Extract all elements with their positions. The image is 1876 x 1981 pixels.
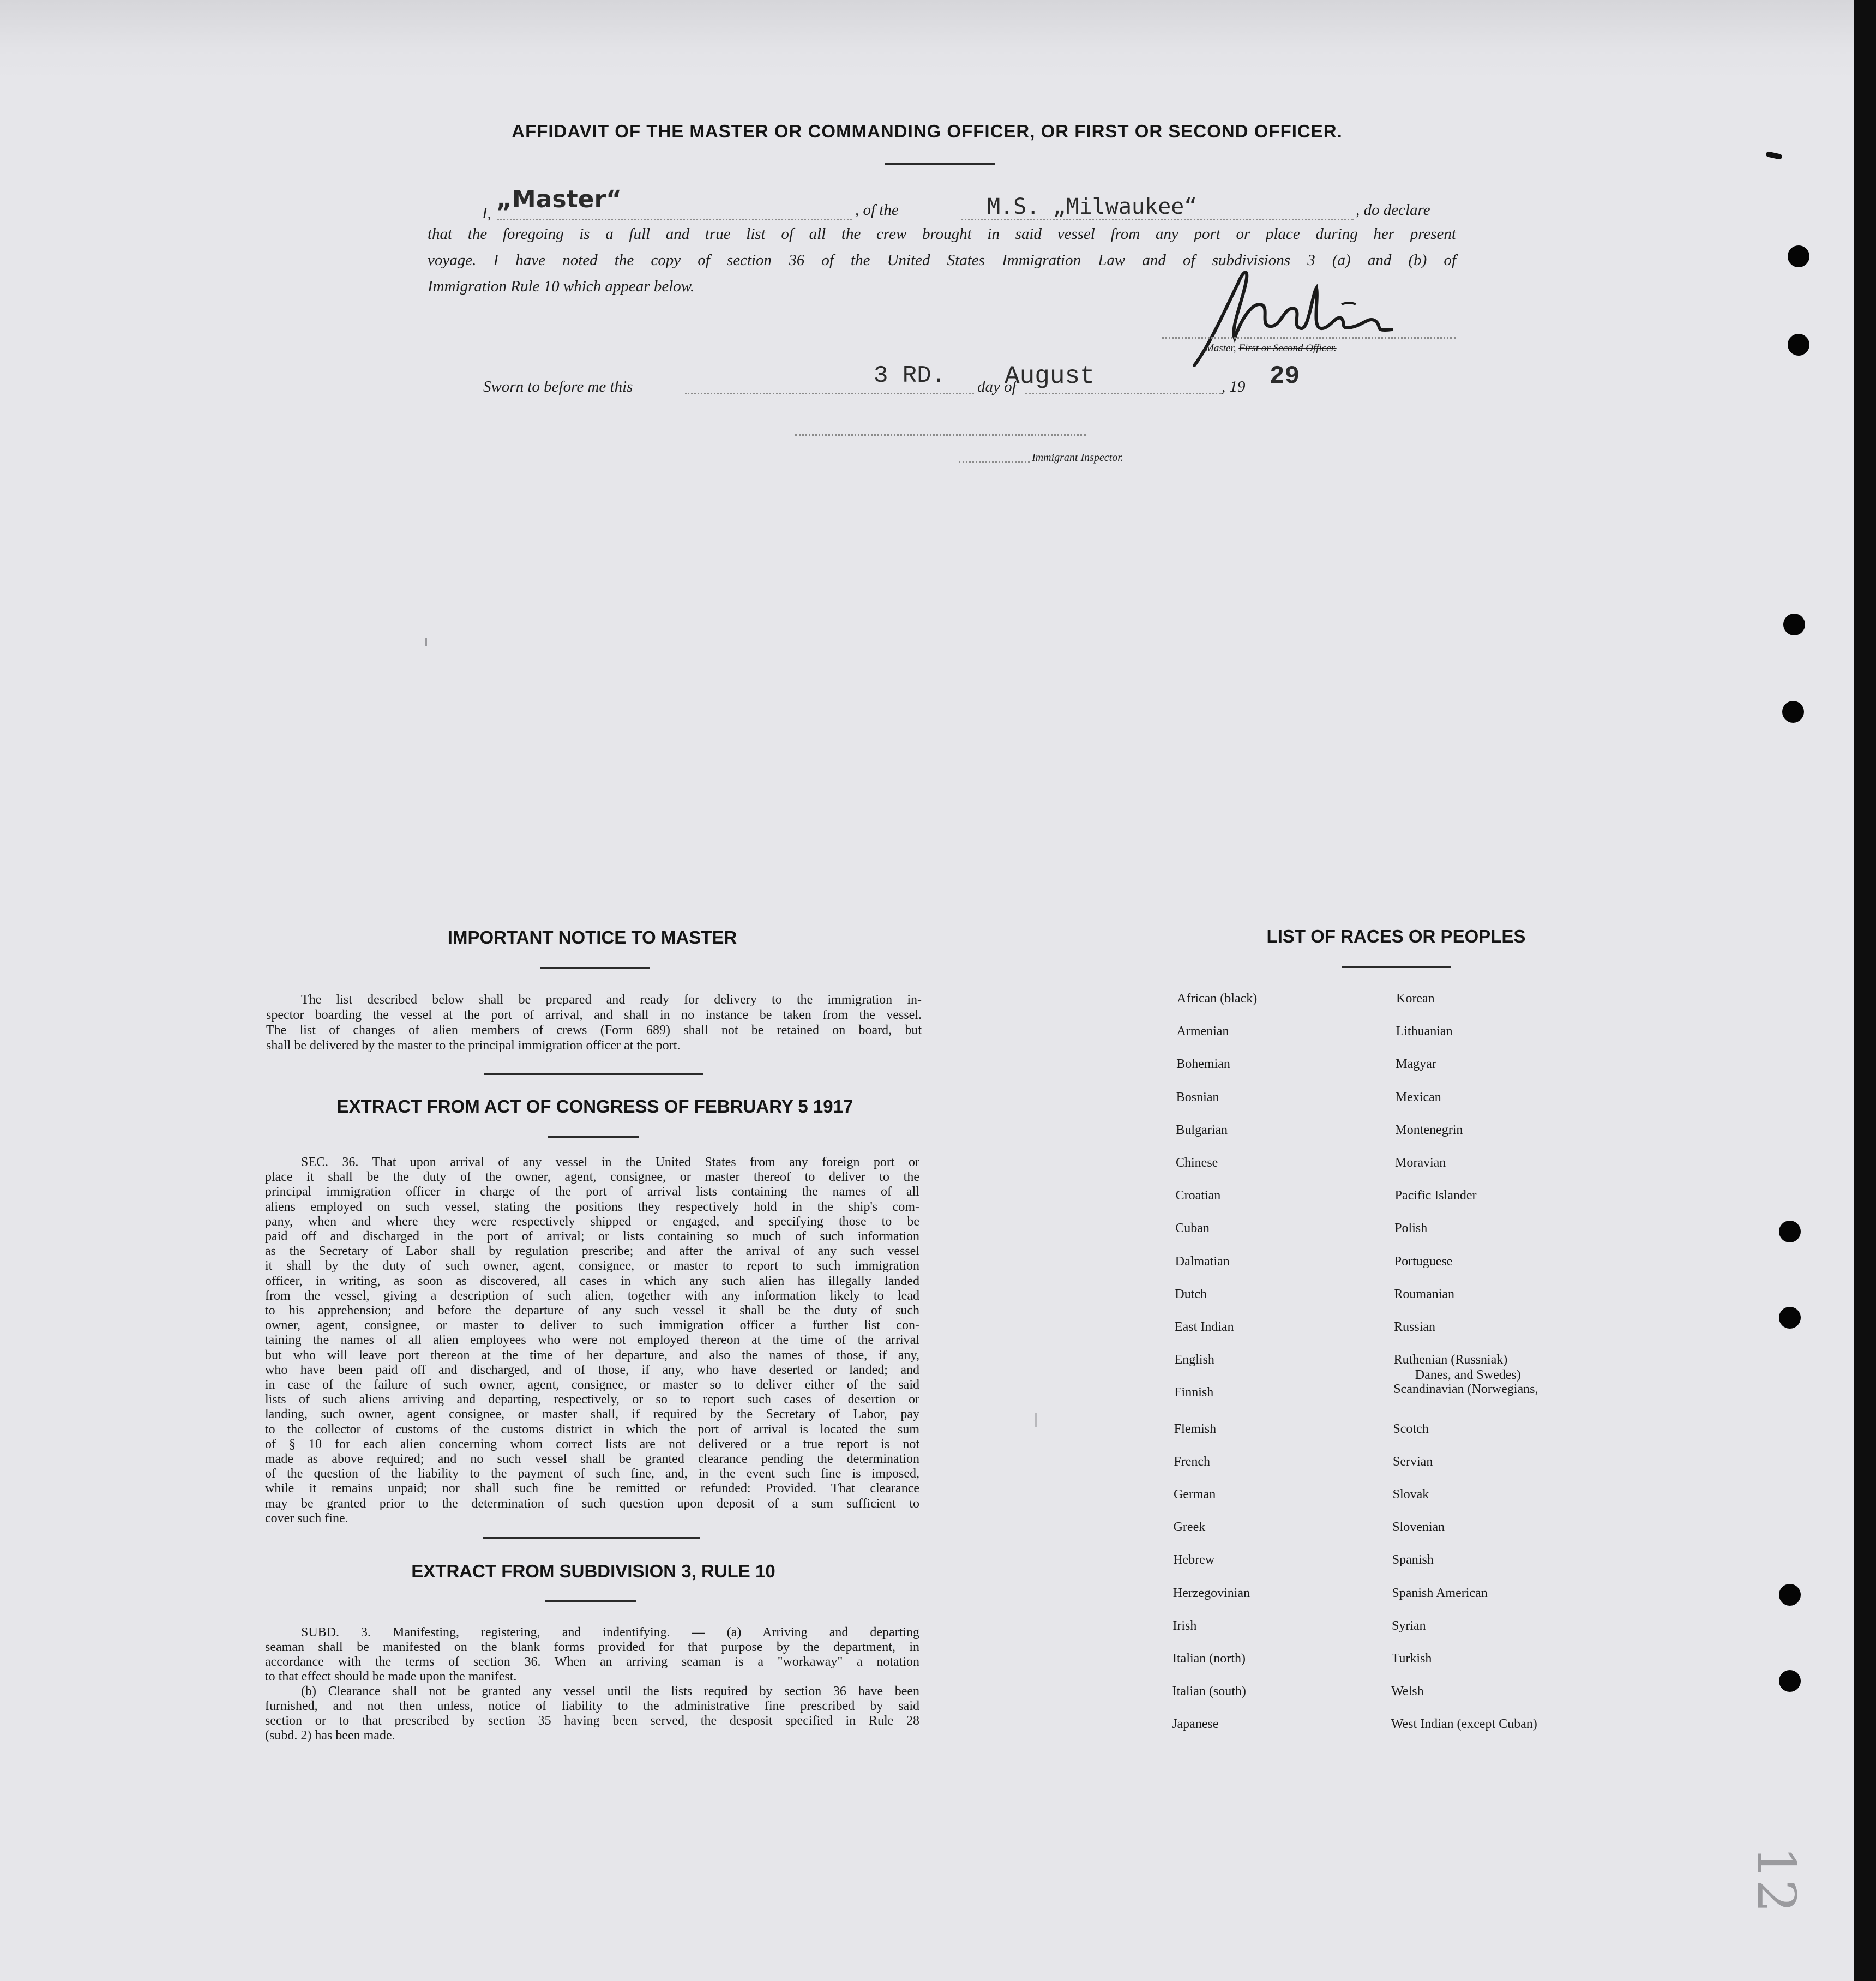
name-line <box>497 219 852 220</box>
race-item: East Indian <box>1175 1320 1234 1334</box>
sworn-day-field: 3 RD. <box>874 362 946 389</box>
rule-line-7: section or to that prescribed by section 35 having been served, the desposit specified in Rule 28 <box>265 1714 919 1728</box>
race-item: Servian <box>1393 1454 1433 1469</box>
sworn-label: Sworn to before me this <box>483 378 633 395</box>
race-item: Irish <box>1172 1618 1197 1633</box>
race-item: Flemish <box>1174 1421 1217 1436</box>
section-divider <box>484 1073 703 1075</box>
race-item: Spanish American <box>1392 1586 1488 1600</box>
scan-mark <box>425 638 427 646</box>
race-item: Roumanian <box>1394 1287 1455 1301</box>
act-extract-line: place it shall be the duty of the owner, agent, consignee, or master thereof to deliver to the <box>265 1170 919 1185</box>
rule-line-6: furnished, and not then unless, notice of liability to the administrative fine prescribed by said <box>265 1699 919 1713</box>
act-extract-line: but who will leave port thereon at the time of her departure, and also the names of those, if any, <box>265 1348 919 1362</box>
day-of-label: day of <box>977 378 1017 395</box>
race-item: Croatian <box>1175 1188 1221 1203</box>
race-item: Slovak <box>1392 1487 1429 1502</box>
affidavit-i-label: I, <box>482 205 491 222</box>
punch-hole <box>1779 1221 1801 1242</box>
race-item: West Indian (except Cuban) <box>1391 1717 1537 1732</box>
race-item: French <box>1174 1454 1211 1469</box>
act-extract-title-rule <box>548 1136 639 1138</box>
act-extract-line: of the question of the liability to the payment of such fine, and, in the event such fine is imposed, <box>265 1467 919 1481</box>
race-item: Mexican <box>1395 1090 1441 1104</box>
affidavit-body-line-2: voyage. I have noted the copy of section 36 of the United States Immigration Law and of subdivisions 3 (a) and (b) of <box>428 251 1456 269</box>
act-extract-line: lists of such aliens arriving and departing, respectively, or so to report such cases of desertion or <box>265 1392 919 1407</box>
act-extract-line: landing, such owner, agent consignee, or master shall, if required by the Secretary of Labor, pay <box>265 1407 919 1422</box>
signature-line <box>1162 337 1456 339</box>
page-top-shading <box>0 0 1854 82</box>
race-item: Spanish <box>1392 1553 1434 1568</box>
master-name-field: „Master“ <box>496 185 622 213</box>
signature-caption-master: Master, <box>1205 343 1236 354</box>
signature-caption-struck: First or Second Officer. <box>1238 343 1337 354</box>
race-item: Syrian <box>1392 1618 1426 1633</box>
punch-hole <box>1782 701 1804 723</box>
scan-border <box>1854 0 1876 1981</box>
act-extract-line: who have been paid off and discharged, and of those, if any, who have deserted or landed; and <box>265 1362 919 1377</box>
sworn-month-field: August <box>1005 362 1095 391</box>
scan-mark <box>1035 1413 1037 1427</box>
act-extract-line: while it remains unpaid; nor shall such fine be remitted or refunded: Provided. That clearance <box>265 1481 919 1496</box>
rule-line-2: seaman shall be manifested on the blank forms provided for that purpose by the department, in <box>265 1640 919 1654</box>
race-item: Korean <box>1396 992 1435 1006</box>
month-line <box>1025 393 1222 394</box>
act-extract-line: made as above required; and no such vessel shall be granted clearance pending the determination <box>265 1452 919 1466</box>
act-extract-line: it shall by the duty of such owner, agent, consignee, or master to report to such immigration <box>265 1259 919 1274</box>
punch-hole <box>1788 245 1809 267</box>
race-item: Cuban <box>1175 1221 1210 1236</box>
rule-line-3: accordance with the terms of section 36. When an arriving seaman is a "workaway" a notation <box>265 1655 919 1669</box>
punch-hole <box>1779 1670 1801 1692</box>
master-signature <box>1178 262 1434 376</box>
sworn-day-line <box>685 393 974 394</box>
notice-line-3: The list of changes of alien members of crews (Form 689) shall not be retained on board, but <box>266 1023 922 1037</box>
act-extract-line: taining the names of all alien employees who were not employed thereon at the time of the arrival <box>265 1333 919 1348</box>
race-item: Greek <box>1173 1520 1206 1535</box>
signature-caption <box>1205 343 1337 355</box>
act-extract-line: of § 10 for each alien concerning whom correct lists are not delivered or a true report is not <box>265 1437 919 1451</box>
race-item: Turkish <box>1391 1652 1432 1666</box>
race-item: Lithuanian <box>1396 1024 1453 1039</box>
section-divider <box>483 1537 700 1539</box>
act-extract-line: aliens employed on such vessel, stating the positions they respectively hold in the ship's com- <box>265 1199 919 1214</box>
rule-line-5: (b) Clearance shall not be granted any vessel until the lists required by section 36 have been <box>301 1684 919 1698</box>
race-item: Armenian <box>1176 1024 1229 1039</box>
race-item: German <box>1174 1487 1216 1502</box>
race-item: Danes, and Swedes) <box>1415 1368 1521 1383</box>
act-extract-line: as the Secretary of Labor shall by regulation prescribe; and after the arrival of any such vessel <box>265 1244 919 1259</box>
race-item: Italian (south) <box>1172 1684 1246 1699</box>
affidavit-title: AFFIDAVIT OF THE MASTER OR COMMANDING OFFICER, OR FIRST OR SECOND OFFICER. <box>512 121 1343 141</box>
race-item: Finnish <box>1174 1385 1214 1400</box>
act-extract-title: EXTRACT FROM ACT OF CONGRESS OF FEBRUARY 5 1917 <box>336 1096 853 1116</box>
act-extract-line: to his apprehension; and before the departure of any such vessel it shall be the duty of such <box>265 1304 919 1318</box>
punch-hole <box>1779 1584 1801 1606</box>
affidavit-title-rule <box>885 163 995 165</box>
act-extract-line: to the collector of customs of the customs district in which the port of arrival is located the sum <box>265 1422 919 1437</box>
edge-mark <box>1765 151 1782 160</box>
race-item: Hebrew <box>1173 1553 1215 1568</box>
rule-extract-title: EXTRACT FROM SUBDIVISION 3, RULE 10 <box>411 1561 775 1581</box>
rule-extract-title-rule <box>545 1600 636 1602</box>
race-item: Welsh <box>1391 1684 1424 1699</box>
notice-line-1: The list described below shall be prepared and ready for delivery to the immigration in- <box>301 993 922 1007</box>
race-item: English <box>1174 1353 1214 1367</box>
rule-line-8: (subd. 2) has been made. <box>265 1728 395 1743</box>
race-item: Moravian <box>1395 1156 1446 1170</box>
notice-line-4: shall be delivered by the master to the principal immigration officer at the port. <box>266 1038 681 1053</box>
act-extract-line: owner, agent, consignee, or master to deliver to such immigration officer a further list con- <box>265 1318 919 1333</box>
inspector-caption-line <box>959 461 1030 463</box>
punch-hole <box>1783 614 1805 635</box>
sworn-year-field: 29 <box>1270 362 1300 391</box>
act-extract-line: cover such fine. <box>265 1511 348 1526</box>
race-item: Portuguese <box>1394 1254 1453 1269</box>
do-declare-label: , do declare <box>1356 201 1430 219</box>
race-item: African (black) <box>1177 992 1258 1006</box>
race-item: Italian (north) <box>1172 1652 1246 1666</box>
race-item: Dalmatian <box>1175 1254 1230 1269</box>
affidavit-body-line-1: that the foregoing is a full and true list of all the crew brought in said vessel from any port or place during her present <box>428 225 1456 243</box>
of-the-label: , of the <box>855 201 899 219</box>
race-item: Chinese <box>1176 1156 1218 1170</box>
inspector-caption: Immigrant Inspector. <box>1032 452 1123 464</box>
race-item: Slovenian <box>1392 1520 1445 1535</box>
races-title-rule <box>1342 966 1451 968</box>
race-item: Bosnian <box>1176 1090 1219 1104</box>
margin-note: 12 <box>1746 1846 1807 1913</box>
race-item: Pacific Islander <box>1394 1188 1477 1203</box>
rule-line-1 <box>301 1625 919 1641</box>
punch-hole <box>1779 1307 1801 1329</box>
race-item: Ruthenian (Russniak) <box>1393 1353 1508 1367</box>
race-item: Japanese <box>1172 1717 1219 1732</box>
act-extract-line: principal immigration officer in charge of the port of arrival lists containing the names of all <box>265 1185 919 1199</box>
race-item: Herzegovinian <box>1172 1586 1250 1600</box>
act-extract-line: in case of the failure of such owner, agent, consignee, or master so to deliver either of the said <box>265 1378 919 1392</box>
race-item: Polish <box>1394 1221 1428 1236</box>
vessel-name-field: M.S. „Milwaukee“ <box>987 194 1198 219</box>
year-prefix-label: , 19 <box>1222 378 1246 395</box>
act-extract-line: pany, when and where they were respectively shipped or engaged, and specifying those to be <box>265 1214 919 1229</box>
act-extract-line: from the vessel, giving a description of such alien, together with any information likely to lead <box>265 1288 919 1303</box>
act-extract-line: may be granted prior to the determination of such question upon deposit of a sum sufficient to <box>265 1496 919 1511</box>
act-extract-line: paid off and discharged in the port of arrival; or lists containing so much of such information <box>265 1229 919 1244</box>
affidavit-body-line-3: Immigration Rule 10 which appear below. <box>428 278 695 295</box>
race-item: Scandinavian (Norwegians, <box>1393 1382 1538 1397</box>
act-extract-line: officer, in writing, as soon as discovered, all cases in which any such alien has illegally landed <box>265 1274 919 1288</box>
notice-line-2: spector boarding the vessel at the port of arrival, and shall in no instance be taken from the vessel. <box>266 1008 922 1022</box>
rule-line-4: to that effect should be made upon the manifest. <box>265 1670 517 1684</box>
race-item: Bohemian <box>1176 1057 1230 1072</box>
race-item: Scotch <box>1393 1421 1429 1436</box>
race-item: Russian <box>1394 1320 1436 1334</box>
notice-title-rule <box>540 967 650 969</box>
inspector-signature-line <box>795 434 1086 436</box>
race-item: Magyar <box>1396 1057 1436 1072</box>
act-extract-line: SEC. 36. That upon arrival of any vessel in the United States from any foreign port or <box>301 1155 919 1169</box>
rule-line-1-text: SUBD. 3. Manifesting, registering, and indentifying. — (a) Arriving and departing <box>301 1625 919 1640</box>
races-title: LIST OF RACES OR PEOPLES <box>1266 926 1526 946</box>
notice-title: IMPORTANT NOTICE TO MASTER <box>447 927 737 947</box>
race-item: Bulgarian <box>1176 1122 1228 1137</box>
race-item: Montenegrin <box>1395 1122 1463 1137</box>
punch-hole <box>1788 334 1809 356</box>
race-item: Dutch <box>1175 1287 1207 1301</box>
